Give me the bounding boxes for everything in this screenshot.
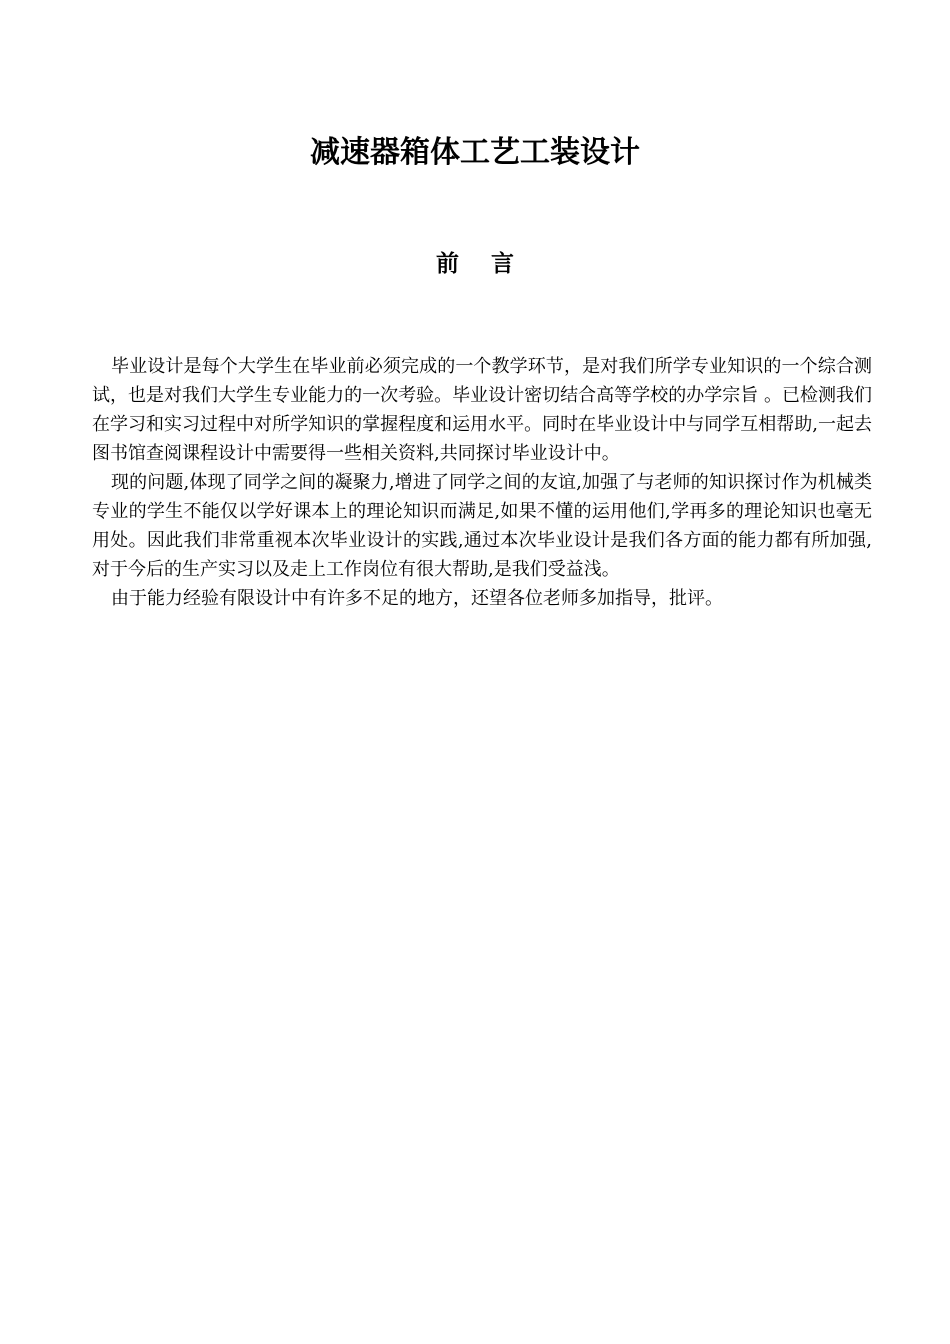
preface-body xyxy=(92,352,872,613)
paragraph: 现的问题,体现了同学之间的凝聚力,增进了同学之间的友谊,加强了与老师的知识探讨作为机械类专业的学生不能仅以学好课本上的理论知识而满足,如果不懂的运用他们,学再多的理论知识也毫无用处。因此我们非常重视本次毕业设计的实践,通过本次毕业设计是我们各方面的能力都有所加强,对于今后的生产实习以及走上工作岗位有很大帮助,是我们受益浅。 xyxy=(92,472,872,580)
paragraph: 毕业设计是每个大学生在毕业前必须完成的一个教学环节，是对我们所学专业知识的一个综合测试，也是对我们大学生专业能力的一次考验。毕业设计密切结合高等学校的办学宗旨 。已检测我们在学习和实习过程中对所学知识的掌握程度和运用水平。同时在毕业设计中与同学互相帮助,一起去图书馆查阅课程设计中需要得一些相关资料,共同探讨毕业设计中。 xyxy=(92,356,872,464)
paragraph: 由于能力经验有限设计中有许多不足的地方，还望各位老师多加指导，批评。 xyxy=(111,588,723,609)
section-heading-preface: 前 言 xyxy=(435,251,515,277)
document-title: 减速器箱体工艺工装设计 xyxy=(310,135,640,170)
